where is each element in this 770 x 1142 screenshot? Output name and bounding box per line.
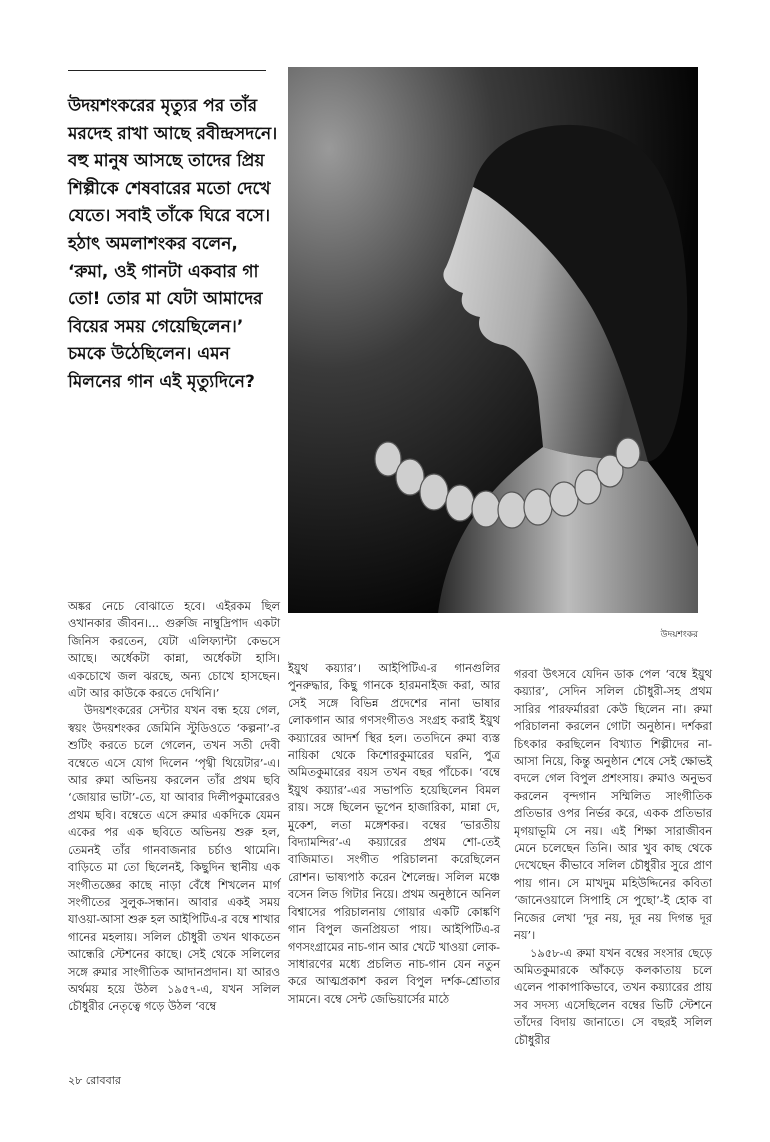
body-column-2 xyxy=(288,660,500,1008)
body-column-3 xyxy=(514,666,712,1049)
photo-caption: উদয়শংকর xyxy=(660,630,698,640)
portrait-illustration xyxy=(288,67,698,613)
paragraph: গরবা উৎসবে যেদিন ডাক পেল ‘বম্বে ইয়ুথ কয়্যার’, সেদিন সলিল চৌধুরী-সহ প্রথম সারির পারফর্মাররা কেউ ছিলেন না। রুমা পরিচালনা করলেন গোটা অনুষ্ঠান। দর্শকরা চিৎকার করছিলেন বিখ্যাত শিল্পীদের না-আসা নিয়ে, কিন্তু অনুষ্ঠান শেষে সেই ক্ষোভই বদলে গেল বিপুল প্রশংসায়। রুমাও অনুভব করলেন বৃন্দগান সম্মিলিত সাংগীতিক প্রতিভার ওপর নির্ভর করে, একক প্রতিভার মৃগয়াভূমি সে নয়। এই শিক্ষা সারাজীবন মেনে চলেছেন তিনি। আর খুব কাছ থেকে দেখেছেন কীভাবে সলিল চৌধুরীর সুরে প্রাণ পায় গান। সে মাখদুম মহিউদ্দিনের কবিতা ‘জানেওয়ালে সিপাহি সে পুছো’-ই হোক বা নিজের লেখা ‘দূর নয়, দূর নয় দিগন্ত দূর নয়’। xyxy=(514,667,712,943)
top-rule xyxy=(68,70,266,71)
body-column-1 xyxy=(68,598,280,1016)
paragraph: অঙ্কর নেচে বোঝাতে হবে। এইরকম ছিল ওখানকার জীবন।... গুরুজি নাম্বুদ্রিপাদ একটা জিনিস করতেন, যেটা এলিফ্যান্টা কেভসে আছে। অর্ধেকটা কান্না, অর্ধেকটা হাসি। একচোখে জল ঝরছে, অন্য চোখে হাসছেন। এটা আর কাউকে করতে দেখিনি।’ xyxy=(68,599,280,701)
portrait-photo xyxy=(288,67,698,613)
paragraph: ইয়ুথ কয়্যার’। আইপিটিএ-র গানগুলির পুনরুদ্ধার, কিছু গানকে হারমনাইজ করা, আর সেই সঙ্গে বিভিন্ন প্রদেশের নানা ভাষার লোকগান আর গণসংগীতও সংগ্রহ করাই ইয়ুথ কয়্যারের আদর্শ স্থির হল। ততদিনে রুমা ব্যস্ত নায়িকা থেকে কিশোরকুমারের ঘরনি, পুত্র অমিতকুমারের বয়স তখন বছর পাঁচেক। ‘বম্বে ইয়ুথ কয়্যার’-এর সভাপতি হয়েছিলেন বিমল রায়। সঙ্গে ছিলেন ভূপেন হাজারিকা, মান্না দে, মুকেশ, লতা মঙ্গেশকর। বম্বের ‘ভারতীয় বিদ্যামন্দির’-এ কয়্যারের প্রথম শো-তেই বাজিমাত। সংগীত পরিচালনা করেছিলেন রোশন। ভাষ্যপাঠ করেন শৈলেন্দ্র। সলিল মঞ্চে বসেন লিড গিটার নিয়ে। প্রথম অনুষ্ঠানে অনিল বিশ্বাসের পরিচালনায় গোয়ার একটি কোঙ্কণি গান বিপুল জনপ্রিয়তা পায়। আইপিটিএ-র গণসংগ্রামের নাচ-গান আর খেটে খাওয়া লোক-সাধারণের মধ্যে প্রচলিত নাচ-গান যেন নতুন করে আত্মপ্রকাশ করল বিপুল দর্শক-শ্রোতার সামনে। বম্বে সেন্ট জেভিয়ার্সের মাঠে xyxy=(288,661,500,1006)
paragraph: উদয়শংকরের সেন্টার যখন বন্ধ হয়ে গেল, স্বয়ং উদয়শংকর জেমিনি স্টুডিওতে ‘কল্পনা’-র শুটিং করতে চলে গেলেন, তখন সতী দেবী বম্বেতে এসে যোগ দিলেন ‘পৃথ্বী থিয়েটার’-এ। আর রুমা অভিনয় করলেন তাঁর প্রথম ছবি ‘জোয়ার ভাটা’-তে, যা আবার দিলীপকুমারেরও প্রথম ছবি। বম্বেতে এসে রুমার একদিকে যেমন একের পর এক ছবিতে অভিনয় শুরু হল, তেমনই তাঁর গানবাজনার চর্চাও থামেনি। বাড়িতে মা তো ছিলেনই, কিছুদিন স্থানীয় এক সংগীতজ্ঞের কাছে নাড়া বেঁধে শিখলেন মার্গ সংগীতের সুলুক-সন্ধান। আবার একই সময় যাওয়া-আসা শুরু হল আইপিটিএ-র বম্বে শাখার গানের মহলায়। সলিল চৌধুরী তখন থাকতেন আন্ধেরি স্টেশনের কাছে। সেই থেকে সলিলের সঙ্গে রুমার সাংগীতিক আদানপ্রদান। যা আরও অর্থময় হয়ে উঠল ১৯৫৭-এ, যখন সলিল চৌধুরীর নেতৃত্বে গড়ে উঠল ‘বম্বে xyxy=(68,703,280,1014)
page-folio: ২৮ রোববার xyxy=(68,1074,121,1087)
paragraph: ১৯৫৮-এ রুমা যখন বম্বের সংসার ছেড়ে অমিতকুমারকে আঁকড়ে কলকাতায় চলে এলেন পাকাপাকিভাবে, তখন কয়্যারের প্রায় সব সদস্য এসেছিলেন বম্বের ভিটি স্টেশনে তাঁদের বিদায় জানাতে। সে বছরই সলিল চৌধুরীর xyxy=(514,945,712,1047)
pull-quote: উদয়শংকরের মৃত্যুর পর তাঁর মরদেহ রাখা আছে রবীন্দ্রসদনে। বহু মানুষ আসছে তাদের প্রিয় শিল্পীকে শেষবারের মতো দেখে যেতে। সবাই তাঁকে ঘিরে বসে। হঠাৎ অমলাশংকর বলেন, ‘রুমা, ওই গানটা একবার গা তো! তোর মা যেটা আমাদের বিয়ের সময় গেয়েছিলেন।’ চমকে উঠেছিলেন। এমন মিলনের গান এই মৃত্যুদিনে? xyxy=(68,96,278,392)
